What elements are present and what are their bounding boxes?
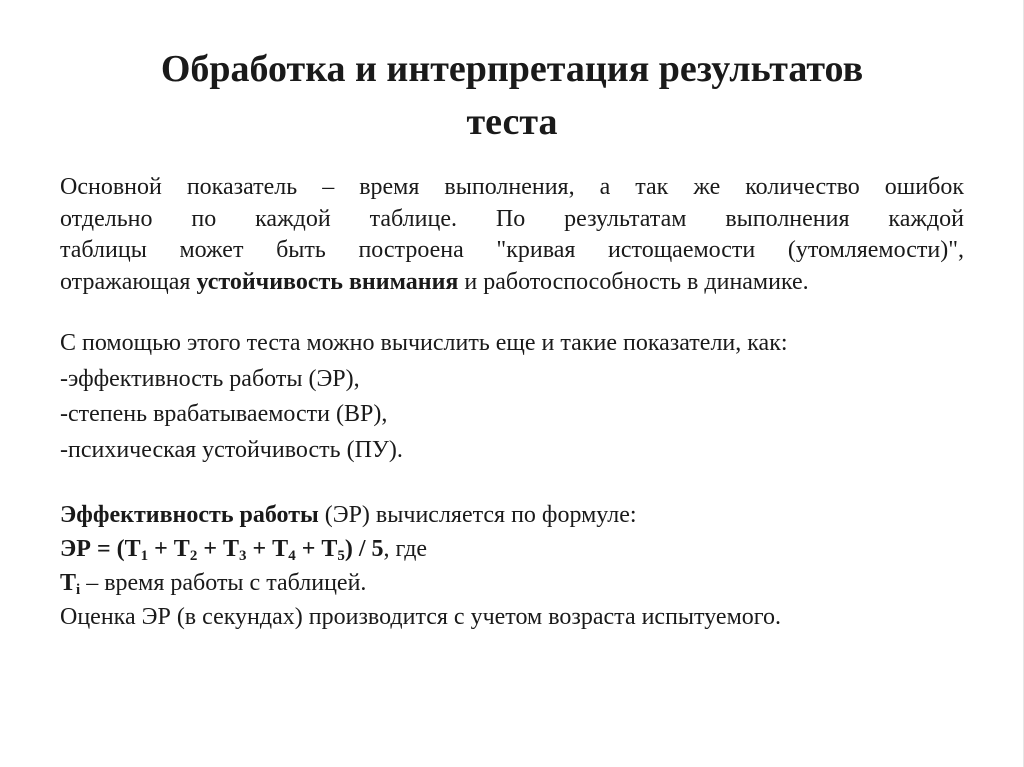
age-note: Оценка ЭР (в секундах) производится с учетом возраста испытуемого. [60, 604, 781, 630]
indicators-list-block [60, 331, 964, 474]
text-segment: и работоспособность в динамике. [458, 268, 809, 295]
text-segment: отражающая [60, 268, 197, 295]
indicator-item: -эффективность работы (ЭР), [60, 365, 360, 392]
bold-term-attention-stability: устойчивость внимания [196, 268, 459, 295]
text-segment: , где [383, 536, 428, 562]
formula-block [60, 503, 964, 639]
text-segment: – время работы с таблицей. [80, 570, 367, 596]
text-segment: (ЭР) вычисляется по формуле: [318, 502, 637, 528]
ti-definition [60, 571, 964, 605]
bold-term-work-efficiency: Эффективность работы [60, 502, 319, 528]
indicator-item: -психическая устойчивость (ПУ). [60, 437, 403, 464]
formula-expression [60, 537, 964, 571]
paragraph-line: Основной показатель – время выполнения, а так же количество ошибок [60, 174, 964, 200]
paragraph-line [60, 270, 964, 302]
indicator-item: -степень врабатываемости (ВР), [60, 401, 388, 428]
slide-title-line-2: теста [466, 101, 558, 143]
slide-title-line-1: Обработка и интерпретация результатов [160, 48, 864, 90]
formula-definition [60, 503, 964, 537]
ti-symbol: $Т_i$ [60, 570, 81, 598]
indicators-intro: С помощью этого теста можно вычислить еще и такие показатели, как: [60, 330, 788, 356]
paragraph-line: таблицы может быть построена "кривая истощаемости (утомляемости)", [60, 237, 964, 263]
formula-bold-part: ЭР = $(Т_1 + Т_2 + Т_3 + Т_4 + Т_5) / 5$ [60, 536, 384, 564]
paragraph-line: отдельно по каждой таблице. По результатам выполнения каждой [60, 205, 964, 232]
paragraph-main-indicator [60, 175, 964, 301]
